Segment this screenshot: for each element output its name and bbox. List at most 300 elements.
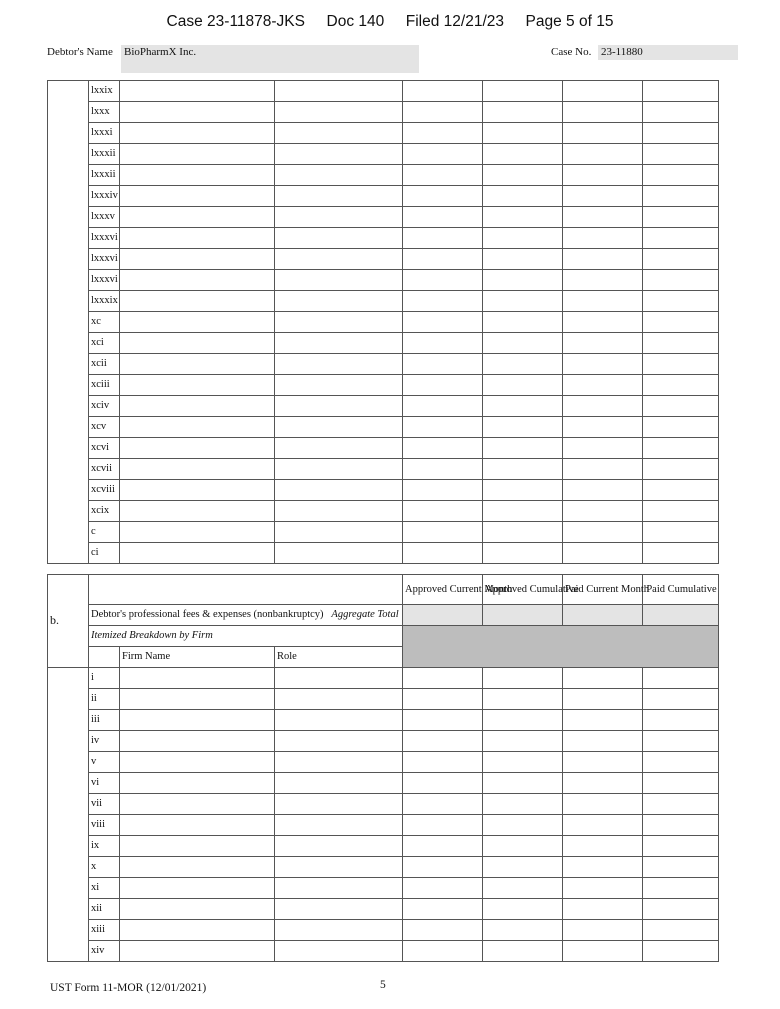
- role-cell[interactable]: [275, 417, 403, 438]
- table-row: [48, 249, 719, 270]
- paid-current-cell[interactable]: [563, 249, 643, 270]
- paid-cumulative-cell[interactable]: [643, 270, 719, 291]
- role-cell[interactable]: [275, 815, 403, 836]
- approved-cumulative-cell[interactable]: [483, 857, 563, 878]
- row-numeral: xciii: [89, 375, 120, 396]
- firm-name-cell[interactable]: [120, 878, 275, 899]
- paid-cumulative-cell[interactable]: [643, 312, 719, 333]
- approved-cumulative-cell[interactable]: [483, 941, 563, 962]
- paid-current-cell[interactable]: [563, 794, 643, 815]
- paid-cumulative-cell[interactable]: [643, 438, 719, 459]
- row-numeral: c: [89, 522, 120, 543]
- approved-cumulative-cell[interactable]: [483, 207, 563, 228]
- role-cell[interactable]: [275, 333, 403, 354]
- paid-cumulative-cell[interactable]: [643, 836, 719, 857]
- paid-current-cell[interactable]: [563, 710, 643, 731]
- approved-cumulative-cell[interactable]: [483, 668, 563, 689]
- row-numeral: xcv: [89, 417, 120, 438]
- paid-cumulative-cell[interactable]: [643, 459, 719, 480]
- firm-name-cell[interactable]: [120, 522, 275, 543]
- role-cell[interactable]: [275, 375, 403, 396]
- firm-name-cell[interactable]: [120, 543, 275, 564]
- approved-current-cell[interactable]: [403, 417, 483, 438]
- approved-cumulative-cell[interactable]: [483, 543, 563, 564]
- row-numeral: lxxxvi: [89, 270, 120, 291]
- section-b-title-text: Debtor's professional fees & expenses (nonbankruptcy): [91, 609, 324, 620]
- table-row: [48, 668, 719, 689]
- row-numeral: lxxxix: [89, 291, 120, 312]
- paid-cumulative-cell[interactable]: [643, 333, 719, 354]
- table-row: [48, 81, 719, 102]
- approved-cumulative-cell[interactable]: [483, 186, 563, 207]
- approved-cumulative-cell[interactable]: [483, 522, 563, 543]
- approved-current-cell[interactable]: [403, 857, 483, 878]
- role-cell[interactable]: [275, 501, 403, 522]
- table-row: [48, 710, 719, 731]
- approved-cumulative-cell[interactable]: [483, 228, 563, 249]
- paid-current-cell[interactable]: [563, 920, 643, 941]
- paid-current-cell[interactable]: [563, 102, 643, 123]
- paid-cumulative-cell[interactable]: [643, 857, 719, 878]
- approved-current-cell[interactable]: [403, 731, 483, 752]
- paid-current-cell[interactable]: [563, 857, 643, 878]
- aggregate-paid-cumulative[interactable]: [643, 605, 719, 626]
- row-numeral: ci: [89, 543, 120, 564]
- paid-cumulative-cell[interactable]: [643, 186, 719, 207]
- paid-cumulative-cell[interactable]: [643, 920, 719, 941]
- approved-current-cell[interactable]: [403, 438, 483, 459]
- approved-current-cell[interactable]: [403, 773, 483, 794]
- table-row: [48, 102, 719, 123]
- table-row: [48, 207, 719, 228]
- firm-name-cell[interactable]: [120, 710, 275, 731]
- role-cell[interactable]: [275, 396, 403, 417]
- paid-current-cell[interactable]: [563, 773, 643, 794]
- role-cell[interactable]: [275, 270, 403, 291]
- table-row: [48, 312, 719, 333]
- approved-current-cell[interactable]: [403, 165, 483, 186]
- case-no-label: Case No.: [551, 46, 592, 58]
- firm-name-cell[interactable]: [120, 668, 275, 689]
- table-row: [48, 794, 719, 815]
- role-cell[interactable]: [275, 354, 403, 375]
- firm-name-cell[interactable]: [120, 773, 275, 794]
- approved-cumulative-cell[interactable]: [483, 123, 563, 144]
- paid-cumulative-cell[interactable]: [643, 941, 719, 962]
- approved-cumulative-cell[interactable]: [483, 480, 563, 501]
- firm-name-cell[interactable]: [120, 459, 275, 480]
- role-cell[interactable]: [275, 438, 403, 459]
- approved-current-cell[interactable]: [403, 81, 483, 102]
- row-numeral: v: [89, 752, 120, 773]
- approved-cumulative-cell[interactable]: [483, 396, 563, 417]
- approved-current-cell[interactable]: [403, 228, 483, 249]
- approved-current-cell[interactable]: [403, 941, 483, 962]
- paid-current-cell[interactable]: [563, 207, 643, 228]
- table-row: [48, 375, 719, 396]
- paid-current-cell[interactable]: [563, 312, 643, 333]
- approved-cumulative-cell[interactable]: [483, 81, 563, 102]
- paid-current-cell[interactable]: [563, 144, 643, 165]
- approved-cumulative-cell[interactable]: [483, 773, 563, 794]
- approved-current-cell[interactable]: [403, 501, 483, 522]
- paid-current-cell[interactable]: [563, 459, 643, 480]
- row-numeral: xiii: [89, 920, 120, 941]
- role-cell[interactable]: [275, 291, 403, 312]
- paid-cumulative-cell[interactable]: [643, 102, 719, 123]
- approved-cumulative-cell[interactable]: [483, 459, 563, 480]
- role-cell[interactable]: [275, 836, 403, 857]
- approved-current-cell[interactable]: [403, 815, 483, 836]
- paid-current-cell[interactable]: [563, 228, 643, 249]
- table-row: [48, 773, 719, 794]
- row-numeral: viii: [89, 815, 120, 836]
- approved-current-cell[interactable]: [403, 543, 483, 564]
- paid-current-cell[interactable]: [563, 689, 643, 710]
- row-numeral: lxxix: [89, 81, 120, 102]
- role-cell[interactable]: [275, 857, 403, 878]
- role-cell[interactable]: [275, 899, 403, 920]
- aggregate-approved-current[interactable]: [403, 605, 483, 626]
- role-cell[interactable]: [275, 312, 403, 333]
- firm-name-cell[interactable]: [120, 480, 275, 501]
- paid-current-cell[interactable]: [563, 270, 643, 291]
- firm-name-cell[interactable]: [120, 354, 275, 375]
- approved-current-cell[interactable]: [403, 186, 483, 207]
- paid-cumulative-cell[interactable]: [643, 417, 719, 438]
- paid-current-cell[interactable]: [563, 899, 643, 920]
- firm-name-cell[interactable]: [120, 920, 275, 941]
- firm-name-cell[interactable]: [120, 291, 275, 312]
- role-cell[interactable]: [275, 522, 403, 543]
- firm-name-cell[interactable]: [120, 81, 275, 102]
- table-row: [48, 689, 719, 710]
- row-numeral: x: [89, 857, 120, 878]
- approved-current-cell[interactable]: [403, 794, 483, 815]
- paid-cumulative-cell[interactable]: [643, 165, 719, 186]
- row-numeral: xcvii: [89, 459, 120, 480]
- approved-current-cell[interactable]: [403, 480, 483, 501]
- approved-cumulative-cell[interactable]: [483, 333, 563, 354]
- paid-cumulative-cell[interactable]: [643, 228, 719, 249]
- debtor-name-value: BioPharmX Inc.: [124, 46, 197, 58]
- approved-cumulative-cell[interactable]: [483, 375, 563, 396]
- table-row: [48, 815, 719, 836]
- paid-current-cell[interactable]: [563, 291, 643, 312]
- shaded-block: [403, 626, 719, 668]
- paid-current-cell[interactable]: [563, 438, 643, 459]
- aggregate-paid-current[interactable]: [563, 605, 643, 626]
- role-cell[interactable]: [275, 144, 403, 165]
- row-numeral: xcii: [89, 354, 120, 375]
- itemized-breakdown-label: Itemized Breakdown by Firm: [89, 626, 403, 647]
- approved-cumulative-cell[interactable]: [483, 710, 563, 731]
- firm-name-cell[interactable]: [120, 417, 275, 438]
- role-cell[interactable]: [275, 186, 403, 207]
- paid-cumulative-cell[interactable]: [643, 81, 719, 102]
- role-cell[interactable]: [275, 123, 403, 144]
- row-numeral: xii: [89, 899, 120, 920]
- approved-cumulative-cell[interactable]: [483, 249, 563, 270]
- col-header-paid-cumulative: Paid Cumulative: [643, 575, 719, 605]
- form-footer: UST Form 11-MOR (12/01/2021): [50, 982, 207, 994]
- approved-current-cell[interactable]: [403, 354, 483, 375]
- paid-current-cell[interactable]: [563, 836, 643, 857]
- role-cell[interactable]: [275, 543, 403, 564]
- approved-current-cell[interactable]: [403, 668, 483, 689]
- firm-name-cell[interactable]: [120, 815, 275, 836]
- table-row: [48, 459, 719, 480]
- section-b-header-blank: [89, 575, 403, 605]
- approved-cumulative-cell[interactable]: [483, 501, 563, 522]
- paid-cumulative-cell[interactable]: [643, 752, 719, 773]
- approved-cumulative-cell[interactable]: [483, 165, 563, 186]
- table-row: [48, 941, 719, 962]
- row-numeral: xci: [89, 333, 120, 354]
- paid-cumulative-cell[interactable]: [643, 815, 719, 836]
- role-cell[interactable]: [275, 165, 403, 186]
- approved-cumulative-cell[interactable]: [483, 354, 563, 375]
- section-b-table: [47, 574, 719, 962]
- paid-current-cell[interactable]: [563, 752, 643, 773]
- paid-current-cell[interactable]: [563, 731, 643, 752]
- firm-name-header: Firm Name: [120, 647, 275, 668]
- row-numeral: ii: [89, 689, 120, 710]
- approved-cumulative-cell[interactable]: [483, 794, 563, 815]
- firm-name-cell[interactable]: [120, 186, 275, 207]
- approved-current-cell[interactable]: [403, 459, 483, 480]
- paid-current-cell[interactable]: [563, 668, 643, 689]
- approved-cumulative-cell[interactable]: [483, 836, 563, 857]
- approved-cumulative-cell[interactable]: [483, 312, 563, 333]
- firm-name-cell[interactable]: [120, 731, 275, 752]
- firm-name-cell[interactable]: [120, 333, 275, 354]
- row-numeral: iii: [89, 710, 120, 731]
- paid-cumulative-cell[interactable]: [643, 354, 719, 375]
- role-cell[interactable]: [275, 228, 403, 249]
- table-row: [48, 165, 719, 186]
- approved-current-cell[interactable]: [403, 291, 483, 312]
- approved-cumulative-cell[interactable]: [483, 899, 563, 920]
- paid-cumulative-cell[interactable]: [643, 731, 719, 752]
- row-numeral: iv: [89, 731, 120, 752]
- role-cell[interactable]: [275, 794, 403, 815]
- table-row: [48, 899, 719, 920]
- left-margin-cell: [48, 81, 89, 564]
- approved-cumulative-cell[interactable]: [483, 815, 563, 836]
- table-row: [48, 123, 719, 144]
- firm-name-cell[interactable]: [120, 836, 275, 857]
- approved-cumulative-cell[interactable]: [483, 752, 563, 773]
- paid-cumulative-cell[interactable]: [643, 291, 719, 312]
- approved-current-cell[interactable]: [403, 878, 483, 899]
- paid-cumulative-cell[interactable]: [643, 144, 719, 165]
- firm-name-cell[interactable]: [120, 752, 275, 773]
- paid-current-cell[interactable]: [563, 81, 643, 102]
- table-row: [48, 291, 719, 312]
- firm-name-cell[interactable]: [120, 102, 275, 123]
- paid-cumulative-cell[interactable]: [643, 710, 719, 731]
- paid-cumulative-cell[interactable]: [643, 668, 719, 689]
- paid-cumulative-cell[interactable]: [643, 899, 719, 920]
- firm-name-cell[interactable]: [120, 375, 275, 396]
- role-cell[interactable]: [275, 920, 403, 941]
- approved-current-cell[interactable]: [403, 689, 483, 710]
- paid-current-cell[interactable]: [563, 186, 643, 207]
- role-header: Role: [275, 647, 403, 668]
- row-numeral: lxxxiv: [89, 186, 120, 207]
- approved-current-cell[interactable]: [403, 710, 483, 731]
- paid-current-cell[interactable]: [563, 396, 643, 417]
- paid-current-cell[interactable]: [563, 878, 643, 899]
- approved-cumulative-cell[interactable]: [483, 731, 563, 752]
- table-row: [48, 522, 719, 543]
- firm-name-cell[interactable]: [120, 270, 275, 291]
- page-number: 5: [380, 979, 386, 991]
- role-cell[interactable]: [275, 102, 403, 123]
- approved-current-cell[interactable]: [403, 752, 483, 773]
- paid-cumulative-cell[interactable]: [643, 375, 719, 396]
- row-numeral: xcviii: [89, 480, 120, 501]
- approved-current-cell[interactable]: [403, 144, 483, 165]
- firm-name-cell[interactable]: [120, 123, 275, 144]
- approved-cumulative-cell[interactable]: [483, 689, 563, 710]
- paid-cumulative-cell[interactable]: [643, 878, 719, 899]
- table-row: [48, 333, 719, 354]
- paid-current-cell[interactable]: [563, 333, 643, 354]
- paid-cumulative-cell[interactable]: [643, 480, 719, 501]
- case-no-value: 23-11880: [601, 46, 643, 58]
- approved-current-cell[interactable]: [403, 920, 483, 941]
- role-cell[interactable]: [275, 710, 403, 731]
- role-cell[interactable]: [275, 459, 403, 480]
- approved-current-cell[interactable]: [403, 249, 483, 270]
- approved-current-cell[interactable]: [403, 312, 483, 333]
- firm-name-cell[interactable]: [120, 438, 275, 459]
- table-row: [48, 228, 719, 249]
- approved-cumulative-cell[interactable]: [483, 417, 563, 438]
- row-numeral: xcvi: [89, 438, 120, 459]
- firm-name-cell[interactable]: [120, 207, 275, 228]
- table-row: [48, 543, 719, 564]
- role-cell[interactable]: [275, 689, 403, 710]
- firm-name-cell[interactable]: [120, 899, 275, 920]
- firm-name-cell[interactable]: [120, 249, 275, 270]
- paid-cumulative-cell[interactable]: [643, 773, 719, 794]
- row-numeral: lxxxii: [89, 144, 120, 165]
- paid-cumulative-cell[interactable]: [643, 396, 719, 417]
- row-numeral: i: [89, 668, 120, 689]
- firm-name-cell[interactable]: [120, 501, 275, 522]
- approved-current-cell[interactable]: [403, 270, 483, 291]
- paid-current-cell[interactable]: [563, 354, 643, 375]
- approved-current-cell[interactable]: [403, 522, 483, 543]
- approved-cumulative-cell[interactable]: [483, 438, 563, 459]
- approved-current-cell[interactable]: [403, 123, 483, 144]
- approved-current-cell[interactable]: [403, 396, 483, 417]
- approved-current-cell[interactable]: [403, 333, 483, 354]
- row-numeral: xc: [89, 312, 120, 333]
- paid-current-cell[interactable]: [563, 543, 643, 564]
- paid-cumulative-cell[interactable]: [643, 543, 719, 564]
- table-row: [48, 270, 719, 291]
- row-numeral: lxxxi: [89, 123, 120, 144]
- paid-cumulative-cell[interactable]: [643, 501, 719, 522]
- approved-cumulative-cell[interactable]: [483, 102, 563, 123]
- paid-cumulative-cell[interactable]: [643, 522, 719, 543]
- approved-current-cell[interactable]: [403, 836, 483, 857]
- section-b-title: [89, 605, 403, 626]
- paid-cumulative-cell[interactable]: [643, 123, 719, 144]
- role-cell[interactable]: [275, 731, 403, 752]
- approved-current-cell[interactable]: [403, 102, 483, 123]
- paid-current-cell[interactable]: [563, 480, 643, 501]
- approved-cumulative-cell[interactable]: [483, 878, 563, 899]
- firm-name-cell[interactable]: [120, 228, 275, 249]
- firm-name-cell[interactable]: [120, 144, 275, 165]
- firm-name-cell[interactable]: [120, 396, 275, 417]
- firm-name-cell[interactable]: [120, 941, 275, 962]
- paid-cumulative-cell[interactable]: [643, 207, 719, 228]
- firm-name-cell[interactable]: [120, 794, 275, 815]
- firm-name-cell[interactable]: [120, 312, 275, 333]
- row-numeral: xiv: [89, 941, 120, 962]
- approved-current-cell[interactable]: [403, 375, 483, 396]
- paid-current-cell[interactable]: [563, 417, 643, 438]
- role-cell[interactable]: [275, 81, 403, 102]
- role-cell[interactable]: [275, 752, 403, 773]
- role-cell[interactable]: [275, 668, 403, 689]
- paid-current-cell[interactable]: [563, 165, 643, 186]
- row-numeral: lxxxvi: [89, 228, 120, 249]
- firm-name-cell[interactable]: [120, 857, 275, 878]
- role-cell[interactable]: [275, 941, 403, 962]
- role-cell[interactable]: [275, 480, 403, 501]
- paid-cumulative-cell[interactable]: [643, 794, 719, 815]
- paid-cumulative-cell[interactable]: [643, 689, 719, 710]
- role-cell[interactable]: [275, 207, 403, 228]
- table-row: [48, 396, 719, 417]
- approved-cumulative-cell[interactable]: [483, 920, 563, 941]
- paid-current-cell[interactable]: [563, 815, 643, 836]
- approved-cumulative-cell[interactable]: [483, 291, 563, 312]
- paid-current-cell[interactable]: [563, 375, 643, 396]
- paid-current-cell[interactable]: [563, 501, 643, 522]
- paid-current-cell[interactable]: [563, 123, 643, 144]
- role-cell[interactable]: [275, 878, 403, 899]
- table-row: [48, 438, 719, 459]
- left-margin-cell: [48, 668, 89, 962]
- role-cell[interactable]: [275, 249, 403, 270]
- table-row: [48, 752, 719, 773]
- role-cell[interactable]: [275, 773, 403, 794]
- paid-current-cell[interactable]: [563, 941, 643, 962]
- table-row: [48, 186, 719, 207]
- col-header-paid-current: Paid Current Month: [563, 575, 643, 605]
- approved-cumulative-cell[interactable]: [483, 270, 563, 291]
- firm-name-cell[interactable]: [120, 165, 275, 186]
- approved-cumulative-cell[interactable]: [483, 144, 563, 165]
- aggregate-approved-cumulative[interactable]: [483, 605, 563, 626]
- paid-current-cell[interactable]: [563, 522, 643, 543]
- table-row: [48, 501, 719, 522]
- approved-current-cell[interactable]: [403, 899, 483, 920]
- row-numeral: ix: [89, 836, 120, 857]
- paid-cumulative-cell[interactable]: [643, 249, 719, 270]
- col-header-approved-current: Approved Current Month: [403, 575, 483, 605]
- approved-current-cell[interactable]: [403, 207, 483, 228]
- firm-name-cell[interactable]: [120, 689, 275, 710]
